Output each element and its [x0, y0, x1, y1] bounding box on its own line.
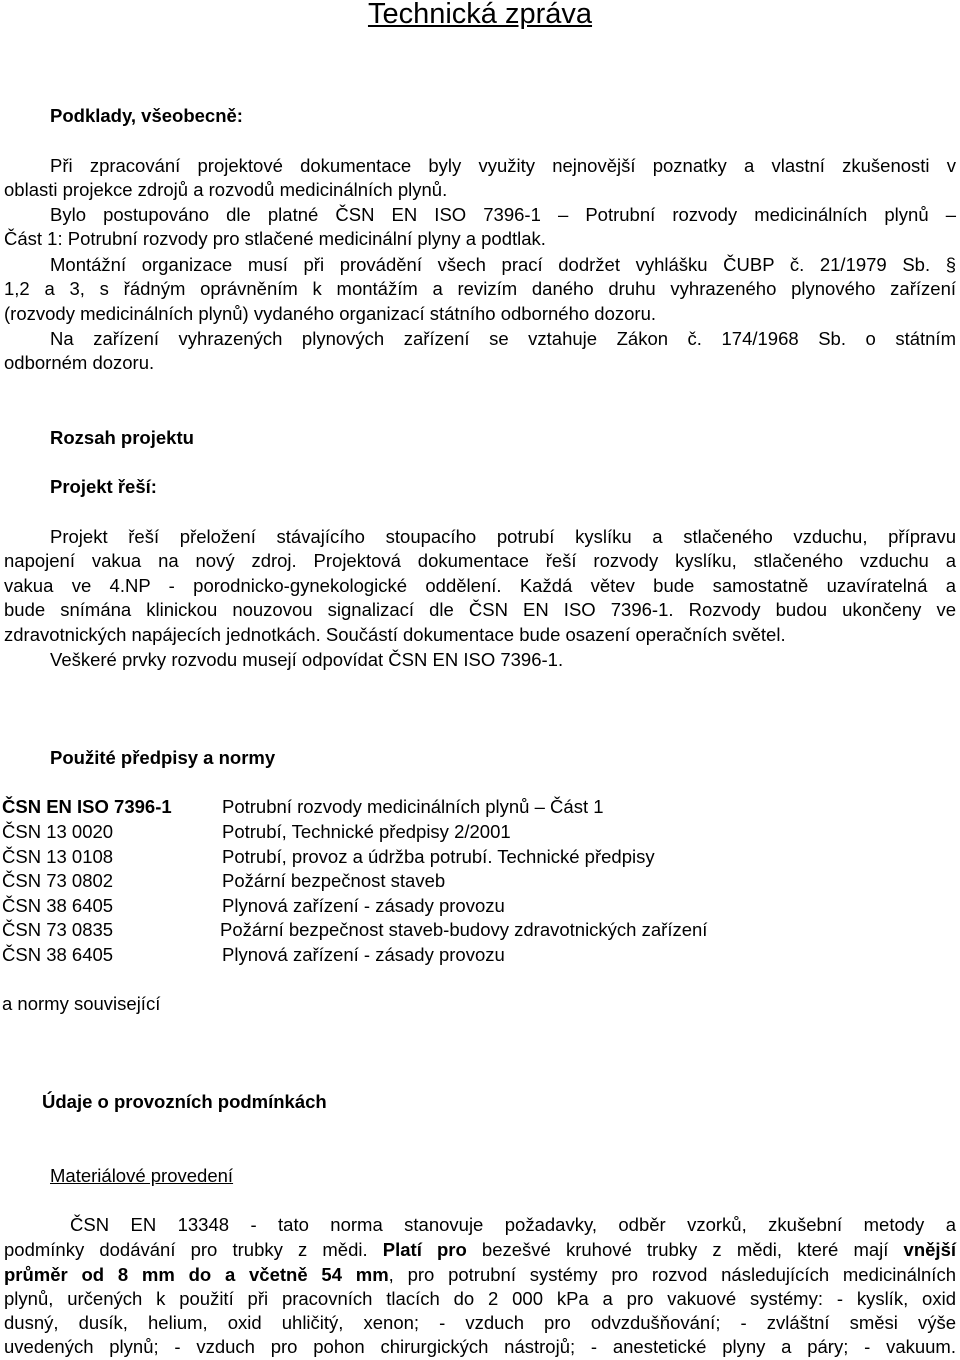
- norm-code: ČSN EN ISO 7396-1: [2, 796, 172, 817]
- norm-code: ČSN 38 6405: [2, 944, 114, 965]
- norm-desc: Potrubí, Technické předpisy 2/2001: [222, 821, 511, 842]
- rozsah-line-2: napojení vakua na nový zdroj. Projektová dokumentace řeší rozvody kyslíku, stlačeného vzduchu a: [4, 550, 956, 571]
- podklady-line-9: odborném dozoru.: [4, 352, 155, 373]
- text-run-bold: průměr od 8 mm do a včetně 54 mm: [4, 1264, 389, 1285]
- norm-code: ČSN 13 0108: [2, 846, 114, 867]
- udaje-line-6: uvedených plynů; - vzduch pro pohon chirurgických nástrojů; - anestetické plyny a páry; - vakuum.: [4, 1336, 956, 1357]
- podklady-line-5: Montážní organizace musí při provádění všech prací dodržet vyhlášku ČUBP č. 21/1979 Sb. §: [50, 254, 956, 275]
- rozsah-line-1: Projekt řeší přeložení stávajícího stoupacího potrubí kyslíku a stlačeného vzduchu, přípravu: [50, 526, 956, 547]
- text-run: podmínky dodávání pro trubky z mědi.: [4, 1239, 383, 1260]
- udaje-subheading: Materiálové provedení: [50, 1165, 234, 1186]
- podklady-heading: Podklady, všeobecně:: [50, 105, 243, 126]
- udaje-line-2: [4, 1238, 956, 1262]
- norm-row: [0, 893, 960, 918]
- podklady-line-7: (rozvody medicinálních plynů) vydaného organizací státního odborného dozoru.: [4, 303, 657, 324]
- norm-row: [0, 794, 960, 819]
- rozsah-line-4: bude snímána klinickou nouzovou signalizací dle ČSN EN ISO 7396-1. Rozvody budou ukončeny ve: [4, 599, 956, 620]
- podklady-line-3: Bylo postupováno dle platné ČSN EN ISO 7396-1 – Potrubní rozvody medicinálních plynů –: [50, 204, 956, 225]
- podklady-line-2: oblasti projekce zdrojů a rozvodů medicinálních plynů.: [4, 179, 448, 200]
- norm-desc: Plynová zařízení - zásady provozu: [222, 944, 505, 965]
- page-title: Technická zpráva: [367, 0, 593, 30]
- norm-desc: Požární bezpečnost staveb-budovy zdravotnických zařízení: [220, 919, 708, 940]
- udaje-line-4: plynů, určených k použití při pracovních tlacích do 2 000 kPa a pro vakuové systémy: - kyslík, oxid: [4, 1288, 956, 1309]
- rozsah-line-6: Veškeré prvky rozvodu musejí odpovídat ČSN EN ISO 7396-1.: [50, 649, 564, 670]
- udaje-heading: Údaje o provozních podmínkách: [42, 1091, 327, 1112]
- norm-code: ČSN 73 0835: [2, 919, 114, 940]
- podklady-line-6: 1,2 a 3, s řádným oprávněním k montážím a revizím daného druhu vyhrazeného plynového zařízení: [4, 278, 956, 299]
- podklady-line-4: Část 1: Potrubní rozvody pro stlačené medicinální plyny a podtlak.: [4, 228, 546, 249]
- text-run: bezešvé kruhové trubky z mědi, které mají: [466, 1239, 904, 1260]
- rozsah-line-5: zdravotnických napájecích jednotkách. Součástí dokumentace bude osazení operačních světel.: [4, 624, 786, 645]
- norm-desc: Potrubní rozvody medicinálních plynů – Část 1: [222, 796, 604, 817]
- norm-desc: Plynová zařízení - zásady provozu: [222, 895, 505, 916]
- podklady-line-1: Při zpracování projektové dokumentace byly využity nejnovější poznatky a vlastní zkušenosti v: [50, 155, 956, 176]
- normy-heading: Použité předpisy a normy: [50, 747, 276, 768]
- text-run-bold: Platí pro: [382, 1239, 467, 1260]
- norm-row: [0, 942, 960, 967]
- udaje-line-3: [4, 1263, 956, 1287]
- norm-code: ČSN 13 0020: [2, 821, 114, 842]
- norm-code: ČSN 73 0802: [2, 870, 114, 891]
- norm-row: [0, 917, 960, 942]
- norm-desc: Potrubí, provoz a údržba potrubí. Technické předpisy: [222, 846, 655, 867]
- norm-row: [0, 819, 960, 844]
- udaje-line-5: dusný, dusík, helium, oxid uhličitý, xenon; - vzduch pro odvzdušňování; - zvláštní směsi výše: [4, 1312, 956, 1333]
- norm-row: [0, 844, 960, 869]
- norm-desc: Požární bezpečnost staveb: [222, 870, 446, 891]
- normy-footer: a normy související: [2, 993, 161, 1014]
- rozsah-heading: Rozsah projektu: [50, 427, 194, 448]
- norm-code: ČSN 38 6405: [2, 895, 114, 916]
- text-run-bold: vnější: [903, 1239, 956, 1260]
- podklady-line-8: Na zařízení vyhrazených plynových zařízení se vztahuje Zákon č. 174/1968 Sb. o státním: [50, 328, 956, 349]
- text-run: , pro potrubní systémy pro rozvod následujících medicinálních: [388, 1264, 956, 1285]
- udaje-line-1: ČSN EN 13348 - tato norma stanovuje požadavky, odběr vzorků, zkušební metody a: [70, 1214, 956, 1235]
- norm-row: [0, 868, 960, 893]
- rozsah-subheading: Projekt řeší:: [50, 476, 157, 497]
- rozsah-line-3: vakua ve 4.NP - porodnicko-gynekologické oddělení. Každá větev bude samostatně uzavíratelná a: [4, 575, 956, 596]
